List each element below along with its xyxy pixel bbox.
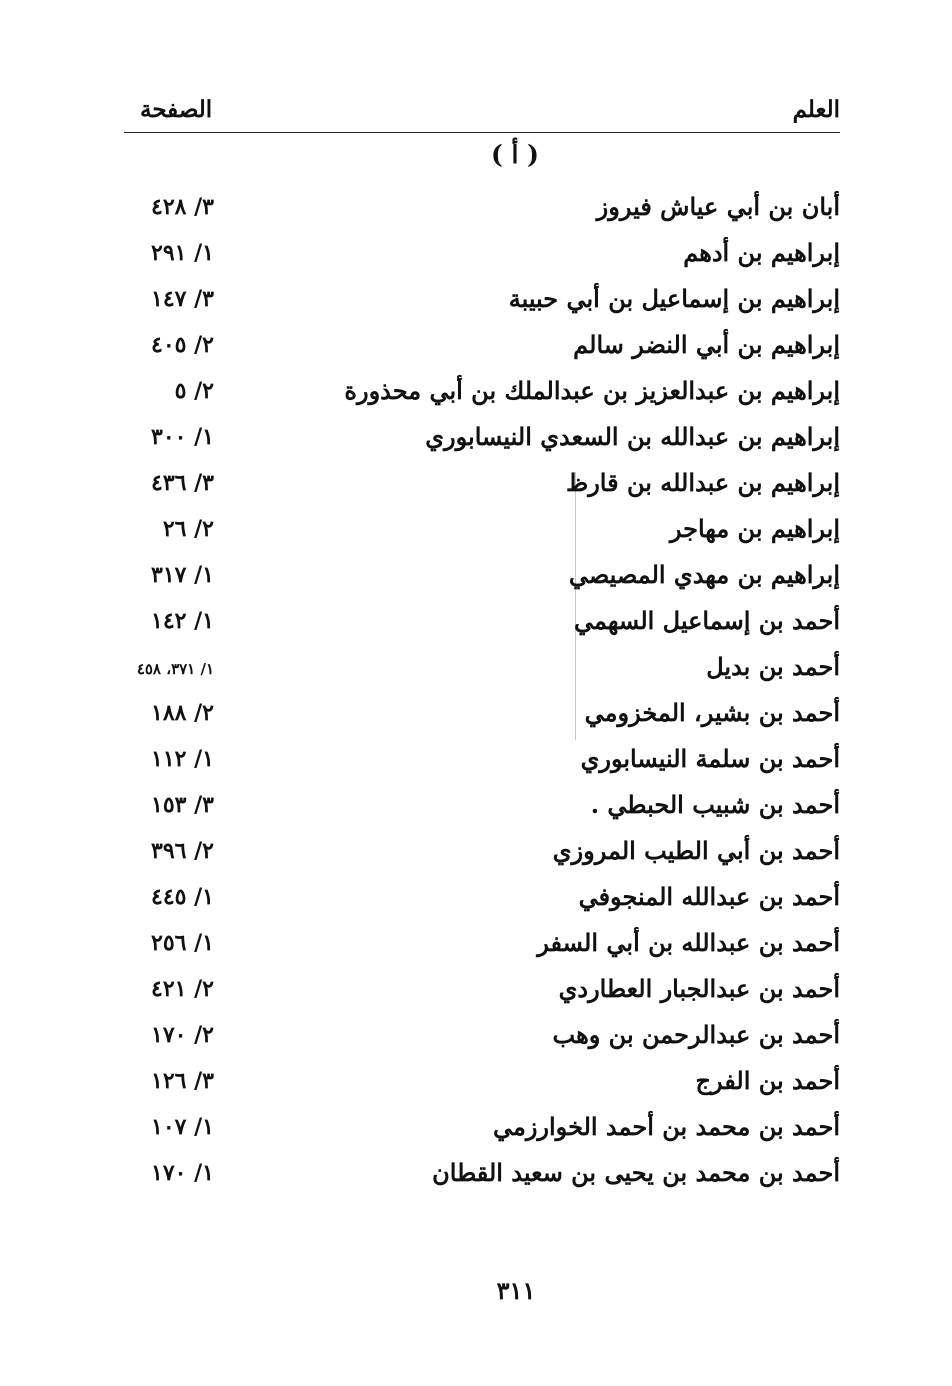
- entry-page-ref: ٣/ ١٢٦: [151, 1068, 214, 1094]
- name-column-heading: العلم: [792, 96, 840, 123]
- index-entry: [0, 232, 952, 278]
- index-entry: [0, 876, 952, 922]
- page-number: ٣١١: [496, 1276, 536, 1305]
- index-entry: [0, 738, 952, 784]
- entry-name: إبراهيم بن مهاجر: [669, 514, 840, 543]
- entry-name: إبراهيم بن إسماعيل بن أبي حبيبة: [508, 284, 840, 313]
- entry-page-ref: ١/ ١٧٠: [151, 1160, 214, 1186]
- entry-name: أحمد بن محمد بن يحيى بن سعيد القطان: [432, 1158, 840, 1187]
- entry-page-ref: ١/ ٢٩١: [151, 240, 214, 266]
- page-column-heading: الصفحة: [140, 96, 213, 123]
- entry-page-ref: ٢/ ٣٩٦: [151, 838, 214, 864]
- index-entries-list: [0, 186, 952, 1198]
- header-divider: [124, 132, 840, 133]
- entry-name: أحمد بن عبدالله المنجوفي: [578, 882, 840, 911]
- entry-name: أبان بن أبي عياش فيروز: [596, 192, 840, 221]
- entry-page-ref: ٢/ ١٧٠: [151, 1022, 214, 1048]
- index-entry: [0, 600, 952, 646]
- section-letter-heading: ( أ ): [490, 140, 539, 169]
- index-entry: [0, 1106, 952, 1152]
- entry-page-ref: ٢/ ١٨٨: [151, 700, 214, 726]
- entry-page-ref: ٢/ ٥: [174, 378, 214, 404]
- entry-page-ref: ١/ ٤٤٥: [151, 884, 214, 910]
- index-entry: [0, 416, 952, 462]
- entry-name: أحمد بن سلمة النيسابوري: [580, 744, 840, 773]
- index-entry: [0, 922, 952, 968]
- entry-page-ref: ١/ ٢٥٦: [151, 930, 214, 956]
- entry-page-ref: ١/ ٣١٧: [151, 562, 214, 588]
- entry-name: إبراهيم بن أدهم: [683, 238, 840, 267]
- entry-name: إبراهيم بن عبدالعزيز بن عبدالملك بن أبي محذورة: [344, 376, 840, 405]
- entry-name: أحمد بن أبي الطيب المروزي: [552, 836, 840, 865]
- entry-page-ref: ٢/ ٢٦: [162, 516, 214, 542]
- entry-page-ref: ٣/ ٤٢٨: [151, 194, 214, 220]
- index-entry: [0, 186, 952, 232]
- column-header: [124, 96, 840, 130]
- entry-name: أحمد بن الفرج: [695, 1066, 840, 1095]
- index-entry: [0, 692, 952, 738]
- entry-page-ref: ٣/ ١٤٧: [151, 286, 214, 312]
- index-entry: [0, 278, 952, 324]
- index-entry: [0, 508, 952, 554]
- entry-page-ref: ١/ ١٠٧: [151, 1114, 214, 1140]
- entry-name: إبراهيم بن عبدالله بن قارظ: [566, 468, 840, 497]
- index-entry: [0, 830, 952, 876]
- index-entry: [0, 324, 952, 370]
- index-entry: [0, 1152, 952, 1198]
- entry-name: أحمد بن إسماعيل السهمي: [573, 606, 840, 635]
- index-entry: [0, 1014, 952, 1060]
- index-entry: [0, 646, 952, 692]
- entry-name: أحمد بن بديل: [706, 652, 840, 681]
- entry-name: إبراهيم بن عبدالله بن السعدي النيسابوري: [425, 422, 840, 451]
- entry-page-ref: ١/ ١١٢: [151, 746, 214, 772]
- index-entry: [0, 554, 952, 600]
- entry-name: أحمد بن محمد بن أحمد الخوارزمي: [492, 1112, 840, 1141]
- entry-name: إبراهيم بن مهدي المصيصي: [568, 560, 840, 589]
- entry-page-ref: ٣/ ٤٣٦: [151, 470, 214, 496]
- index-entry: [0, 784, 952, 830]
- entry-name: أحمد بن عبدالله بن أبي السفر: [537, 928, 840, 957]
- index-entry: [0, 370, 952, 416]
- entry-page-ref: ٣/ ١٥٣: [151, 792, 214, 818]
- entry-name: أحمد بن شبيب الحبطي .: [590, 790, 840, 819]
- entry-page-ref: ٢/ ٤٢١: [151, 976, 214, 1002]
- entry-page-ref: ٢/ ٤٠٥: [151, 332, 214, 358]
- index-entry: [0, 968, 952, 1014]
- entry-name: إبراهيم بن أبي النضر سالم: [573, 330, 840, 359]
- index-entry: [0, 1060, 952, 1106]
- entry-name: أحمد بن عبدالجبار العطاردي: [558, 974, 840, 1003]
- entry-page-ref: ١/ ١٤٢: [151, 608, 214, 634]
- index-entry: [0, 462, 952, 508]
- entry-page-ref: ١/ ٣٧١، ٤٥٨: [136, 660, 214, 678]
- entry-name: أحمد بن بشير، المخزومي: [584, 698, 840, 727]
- entry-name: أحمد بن عبدالرحمن بن وهب: [552, 1020, 840, 1049]
- entry-page-ref: ١/ ٣٠٠: [151, 424, 214, 450]
